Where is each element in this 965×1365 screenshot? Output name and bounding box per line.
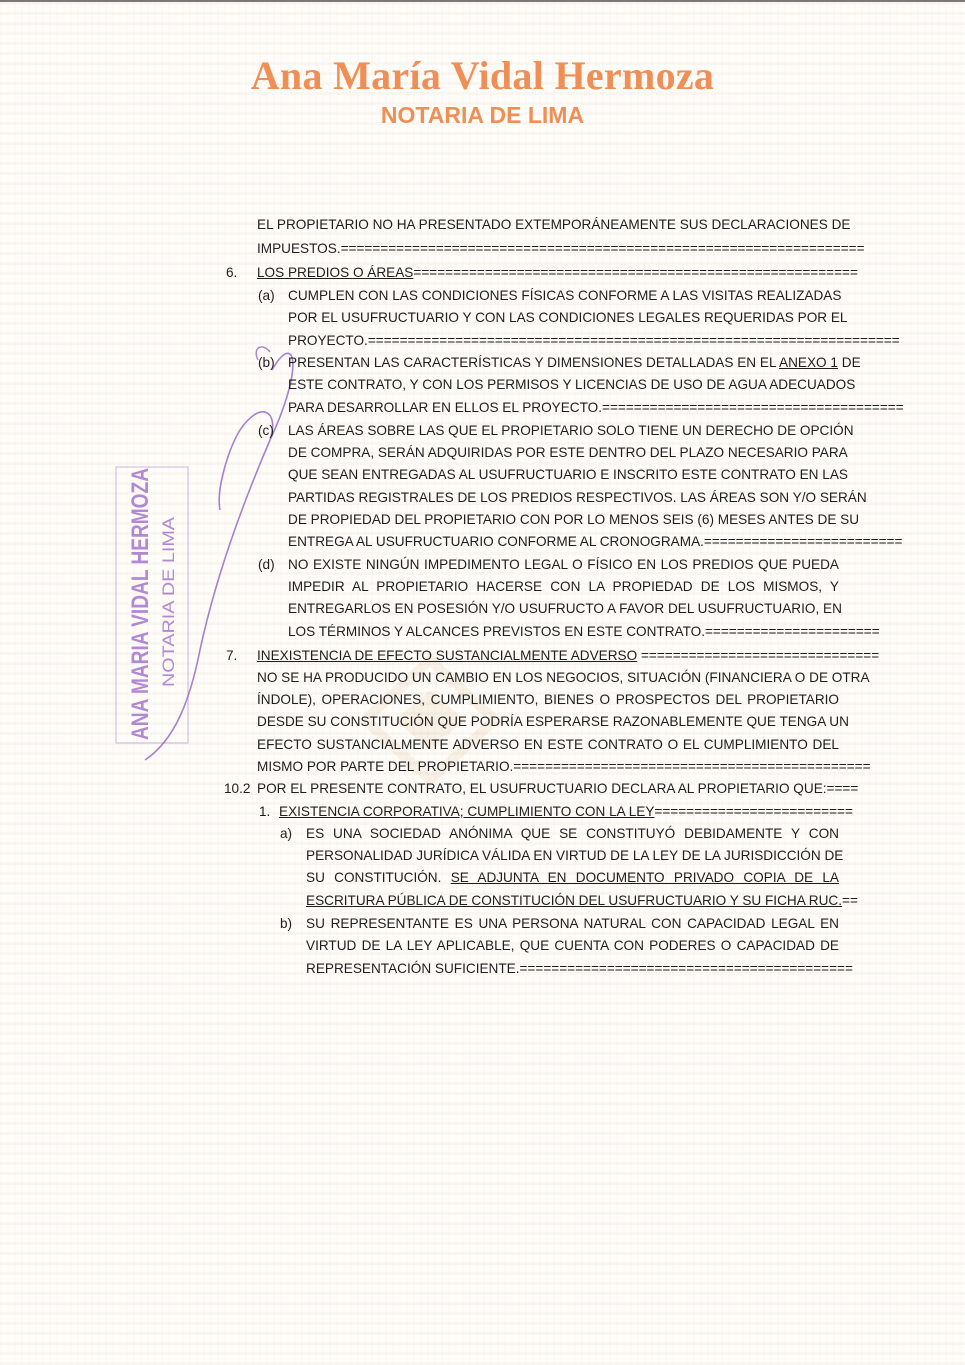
item-c-line: DE COMPRA, SERÁN ADQUIRIDAS POR ESTE DENTRO DEL PLAZO NECESARIO PARA: [288, 445, 848, 460]
notary-name: Ana María Vidal Hermoza: [250, 53, 715, 98]
item-b-line: PARA DESARROLLAR EN ELLOS EL PROYECTO.======================================: [288, 400, 904, 415]
section-6-heading: [257, 262, 858, 284]
item-label: (d): [258, 557, 275, 572]
section-7-line: MISMO POR PARTE DEL PROPIETARIO.=============================================: [257, 759, 871, 774]
section-10-2-line: POR EL PRESENTE CONTRATO, EL USUFRUCTUARIO DECLARA AL PROPIETARIO QUE:====: [257, 781, 859, 796]
intro-line: EL PROPIETARIO NO HA PRESENTADO EXTEMPORÁNEAMENTE SUS DECLARACIONES DE: [257, 217, 851, 232]
item-b-line: [288, 352, 861, 374]
item-c-line: DE PROPIEDAD DEL PROPIETARIO CON POR LO MENOS SEIS (6) MESES ANTES DE SU: [288, 512, 860, 527]
item-a-line: PROYECTO.===================================================================: [288, 333, 900, 348]
item-b-text: PRESENTAN LAS CARACTERÍSTICAS Y DIMENSIONES DETALLADAS EN EL: [288, 355, 780, 370]
item-label: (b): [258, 355, 275, 370]
item-a-line: POR EL USUFRUCTUARIO Y CON LAS CONDICIONES LEGALES REQUERIDAS POR EL: [288, 310, 848, 325]
filler: ==: [842, 893, 858, 908]
item-1b-line: REPRESENTACIÓN SUFICIENTE.==========================================: [306, 961, 853, 976]
section-number: 10.2: [224, 781, 251, 796]
section-7-heading: [257, 645, 880, 667]
section-7-line: NO SE HA PRODUCIDO UN CAMBIO EN LOS NEGOCIOS, SITUACIÓN (FINANCIERA O DE OTRA: [257, 670, 870, 685]
filler: =========================: [654, 804, 853, 819]
item-d-line: IMPEDIR AL PROPIETARIO HACERSE CON LA PROPIEDAD DE LOS MISMOS, Y: [288, 579, 839, 594]
filler: ==============================: [637, 648, 880, 663]
item-d-line: LOS TÉRMINOS Y ALCANCES PREVISTOS EN ESTE CONTRATO.======================: [288, 624, 880, 639]
annex-reference: ANEXO 1: [779, 355, 838, 370]
section-7-line: DESDE SU CONSTITUCIÓN QUE PODRÍA ESPERARSE RAZONABLEMENTE QUE TENGA UN: [257, 714, 849, 729]
item-1a-line: PERSONALIDAD JURÍDICA VÁLIDA EN VIRTUD DE LA LEY DE LA JURISDICCIÓN DE: [306, 848, 844, 863]
section-6-title: LOS PREDIOS O ÁREAS: [257, 265, 414, 280]
item-label: (c): [258, 423, 274, 438]
item-label: (a): [258, 288, 275, 303]
section-7-title: INEXISTENCIA DE EFECTO SUSTANCIALMENTE ADVERSO: [257, 648, 638, 663]
item-b-line: ESTE CONTRATO, Y CON LOS PERMISOS Y LICENCIAS DE USO DE AGUA ADECUADOS: [288, 377, 856, 392]
item-1b-line: VIRTUD DE LA LEY APLICABLE, QUE CUENTA CON PODERES O CAPACIDAD DE: [306, 938, 839, 953]
item-1a-line: ES UNA SOCIEDAD ANÓNIMA QUE SE CONSTITUYÓ DEBIDAMENTE Y CON: [306, 826, 839, 841]
filler: ========================================================: [413, 265, 858, 280]
item-d-line: NO EXISTE NINGÚN IMPEDIMENTO LEGAL O FÍSICO EN LOS PREDIOS QUE PUEDA: [288, 557, 839, 572]
top-border: [0, 0, 965, 2]
subsection-1-heading: [279, 801, 853, 823]
item-d-line: ENTREGARLOS EN POSESIÓN Y/O USUFRUCTO A FAVOR DEL USUFRUCTUARIO, EN: [288, 601, 842, 616]
item-label: b): [280, 916, 293, 931]
item-1a-text: SU CONSTITUCIÓN.: [306, 870, 451, 885]
item-label: a): [280, 826, 293, 841]
item-a-line: CUMPLEN CON LAS CONDICIONES FÍSICAS CONFORME A LAS VISITAS REALIZADAS: [288, 288, 842, 303]
stamp-name-text: ANA MARIA VIDAL HERMOZA: [127, 398, 154, 740]
subsection-1-title: EXISTENCIA CORPORATIVA; CUMPLIMIENTO CON LA LEY: [279, 804, 655, 819]
item-c-line: ENTREGA AL USUFRUCTUARIO CONFORME AL CRONOGRAMA.=========================: [288, 534, 903, 549]
section-number: 6.: [226, 265, 238, 280]
intro-line: IMPUESTOS.==================================================================: [257, 241, 865, 256]
item-b-text: DE: [837, 355, 861, 370]
attachment-note: ESCRITURA PÚBLICA DE CONSTITUCIÓN DEL USUFRUCTUARIO Y SU FICHA RUC.: [306, 893, 843, 908]
stamp-title-text: NOTARIA DE LIMA: [159, 540, 178, 687]
item-1a-line: [306, 867, 839, 889]
item-c-line: QUE SEAN ENTREGADAS AL USUFRUCTUARIO E INSCRITO ESTE CONTRATO EN LAS: [288, 467, 848, 482]
item-1a-line: [306, 890, 858, 912]
item-c-line: PARTIDAS REGISTRALES DE LOS PREDIOS RESPECTIVOS. LAS ÁREAS SON Y/O SERÁN: [288, 490, 867, 505]
section-7-line: EFECTO SUSTANCIALMENTE ADVERSO EN ESTE CONTRATO O EL CUMPLIMIENTO DEL: [257, 737, 839, 752]
item-label: 1.: [259, 804, 271, 819]
item-1b-line: SU REPRESENTANTE ES UNA PERSONA NATURAL CON CAPACIDAD LEGAL EN: [306, 916, 839, 931]
section-number: 7.: [226, 648, 238, 663]
attachment-note: SE ADJUNTA EN DOCUMENTO PRIVADO COPIA DE LA: [450, 870, 839, 885]
item-c-line: LAS ÁREAS SOBRE LAS QUE EL PROPIETARIO SOLO TIENE UN DERECHO DE OPCIÓN: [288, 423, 854, 438]
notary-title: NOTARIA DE LIMA: [380, 102, 585, 128]
section-7-line: ÍNDOLE), OPERACIONES, CUMPLIMIENTO, BIENES O PROSPECTOS DEL PROPIETARIO: [257, 692, 839, 707]
